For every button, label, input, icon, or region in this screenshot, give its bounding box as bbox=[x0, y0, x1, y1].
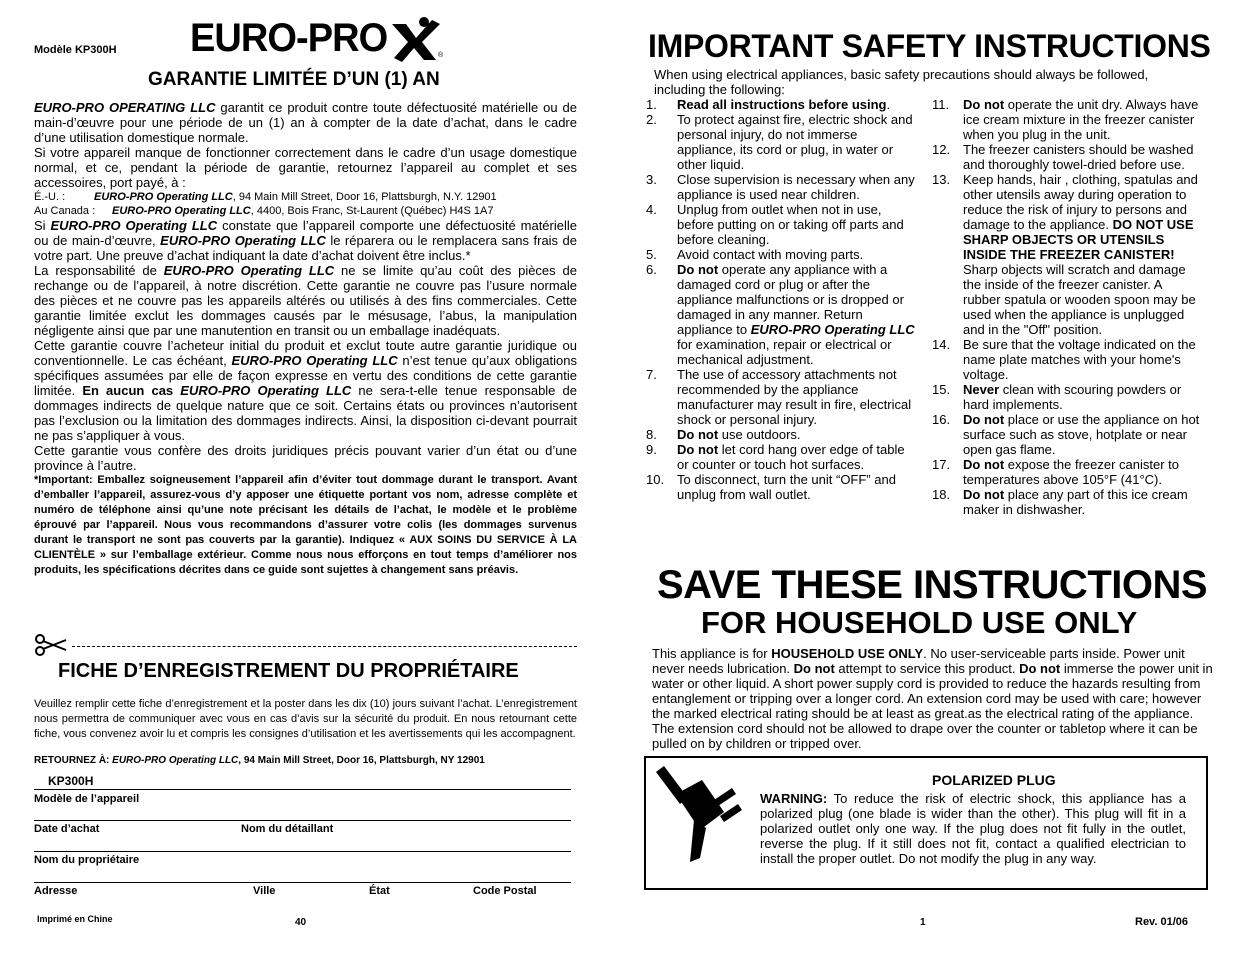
item-number: 7. bbox=[646, 367, 657, 382]
form-city-label: Ville bbox=[253, 885, 276, 897]
list-item bbox=[646, 112, 916, 172]
list-item bbox=[932, 412, 1200, 457]
form-date-label: Date d’achat bbox=[34, 823, 100, 835]
brand-x-figure-icon bbox=[388, 14, 444, 64]
list-item bbox=[932, 337, 1200, 382]
item-text: The freezer canisters should be washed and thoroughly towel-dried before use. bbox=[963, 142, 1194, 172]
household-text: This appliance is for HOUSEHOLD USE ONLY. No user-serviceable parts inside. Power unit never needs lubrication. Do not attempt to service this product. Do not immerse the power unit in water or other liquid. A short power supply cord is provided to reduce the hazards resulting from entanglement or tripping over a longer cord. An extension cord may be used with care; however the marked electrical rating should be at least as great.as the electrical rating of the appliance. The extension cord should not be allowed to drape over the counter or tabletop where it can be pulled on by children or tripped over. bbox=[652, 646, 1213, 751]
list-item bbox=[646, 262, 916, 367]
item-number: 6. bbox=[646, 262, 657, 277]
item-text: The use of accessory attachments not recommended by the appliance manufacturer may result in fire, electrical shock or personal injury. bbox=[677, 367, 912, 427]
warranty-p4: La responsabilité de EURO-PRO Operating LLC ne se limite qu’au coût des pièces de rechange ou de l’appareil, à notre discrétion. Cette garantie ne couvre pas l’usure normale des pièces et ne couvre pas les appareils altérés ou utilisés à des fins commerciales. Cette garantie limitée exclut les dommages causés par le mésusage, l’abus, la manipulation négligente ainsi que par une manutention en transit ou un emballage inadéquats. bbox=[34, 263, 577, 338]
cut-line bbox=[72, 646, 577, 647]
item-text: use outdoors. bbox=[718, 427, 801, 442]
item-number: 16. bbox=[932, 412, 951, 427]
safety-intro: When using electrical appliances, basic safety precautions should always be followed, including the following: bbox=[654, 67, 1149, 97]
item-emphasis: Do not bbox=[677, 262, 719, 277]
item-text: expose the freezer canister to temperatures above 105°F (41°C). bbox=[963, 457, 1180, 487]
item-emphasis: Do not bbox=[963, 487, 1005, 502]
item-text: Be sure that the voltage indicated on the name plate matches with your home's voltage. bbox=[963, 337, 1196, 382]
form-line bbox=[34, 789, 571, 790]
item-emphasis: Do not bbox=[677, 427, 719, 442]
item-text: let cord hang over edge of table or counter or touch hot surfaces. bbox=[677, 442, 905, 472]
item-emphasis: Do not bbox=[963, 457, 1005, 472]
form-postal-label: Code Postal bbox=[473, 885, 537, 897]
item-number: 10. bbox=[646, 472, 665, 487]
list-item bbox=[646, 427, 916, 442]
item-number: 5. bbox=[646, 247, 657, 262]
list-item bbox=[646, 97, 916, 112]
list-item bbox=[646, 442, 916, 472]
list-item bbox=[646, 172, 916, 202]
list-item bbox=[932, 97, 1200, 142]
warranty-p2: Si votre appareil manque de fonctionner correctement dans le cadre d’un usage domestique normal, et ce, pendant la période de garantie, retournez l’appareil au complet et ses accessoires, port payé, à : bbox=[34, 145, 577, 190]
safety-list-col2 bbox=[932, 97, 1200, 517]
safety-list-col1 bbox=[646, 97, 916, 502]
form-line bbox=[34, 820, 571, 821]
warranty-p3: Si EURO-PRO Operating LLC constate que l’appareil comporte une défectuosité matérielle ou de main-d’œuvre, EURO-PRO Operating LLC le réparera ou le remplacera sans frais de votre part. Une preuve d’achat indiquant la date d’achat doivent être inclus.* bbox=[34, 218, 577, 263]
item-text: place or use the appliance on hot surface such as stove, hotplate or near open gas flame. bbox=[963, 412, 1200, 457]
save-title: SAVE THESE INSTRUCTIONS bbox=[657, 563, 1208, 607]
item-number: 2. bbox=[646, 112, 657, 127]
item-number: 12. bbox=[932, 142, 951, 157]
scissors-icon bbox=[34, 634, 68, 661]
item-text: Close supervision is necessary when any appliance is used near children. bbox=[677, 172, 915, 202]
form-model-value: KP300H bbox=[48, 774, 94, 788]
safety-title: IMPORTANT SAFETY INSTRUCTIONS bbox=[648, 28, 1211, 64]
item-text: operate any appliance with a damaged cord or plug or after the appliance malfunctions or is dropped or damaged in any manner. Return appliance to bbox=[677, 262, 904, 337]
item-text: clean with scouring powders or hard implements. bbox=[963, 382, 1182, 412]
plug-title: POLARIZED PLUG bbox=[932, 772, 1056, 788]
warranty-p5: Cette garantie couvre l’acheteur initial du produit et exclut toute autre garantie juridique ou conventionnelle. Le cas échéant, EURO-PRO Operating LLC n’est tenue qu’aux obligations spécifiques assumées par elle de façon expresse en vertu des conditions de cette garantie limitée. En aucun cas EURO-PRO Operating LLC ne sera-t-elle tenue responsable de dommages indirects de quelque nature que ce soit. Certains états ou provinces n’autorisent pas l’exclusion ou la limitation des dommages indirects. Ainsi, la disposition ci-devant pourrait ne pas s’appliquer à vous. bbox=[34, 338, 577, 443]
form-owner-label: Nom du propriétaire bbox=[34, 854, 140, 866]
item-number: 13. bbox=[932, 172, 951, 187]
item-emphasis: Never bbox=[963, 382, 1000, 397]
warranty-body bbox=[34, 100, 577, 578]
list-item bbox=[932, 382, 1200, 412]
list-item bbox=[646, 202, 916, 247]
item-emphasis: Read all instructions before using bbox=[677, 97, 887, 112]
form-line bbox=[34, 851, 571, 852]
item-emphasis: Do not bbox=[677, 442, 719, 457]
item-number: 14. bbox=[932, 337, 951, 352]
item-number: 17. bbox=[932, 457, 951, 472]
warranty-p6: Cette garantie vous confère des droits juridiques précis pouvant varier d’un état ou d’une province à l’autre. bbox=[34, 443, 577, 473]
item-text: . bbox=[886, 97, 891, 112]
company-name: EURO-PRO OPERATING LLC bbox=[34, 100, 216, 115]
item-number: 11. bbox=[932, 97, 950, 112]
polarized-plug-box bbox=[644, 756, 1208, 890]
warranty-p1: garantit ce produit contre toute défectuosité matérielle ou de main-d’œuvre pour une période de un (1) an à compter de la date d’achat, dans le cadre d’une utilisation domestique normale. bbox=[34, 100, 577, 145]
registration-title: FICHE D’ENREGISTREMENT DU PROPRIÉTAIRE bbox=[58, 660, 519, 682]
item-text: operate the unit dry. Always have ice cream mixture in the freezer canister when you plug in the unit. bbox=[963, 97, 1199, 142]
item-emphasis: Do not bbox=[963, 97, 1005, 112]
item-text-cont: for examination, repair or electrical or mechanical adjustment. bbox=[677, 337, 892, 367]
euro-pro-logo bbox=[190, 14, 450, 66]
item-company: EURO-PRO Operating LLC bbox=[750, 322, 915, 337]
list-item bbox=[932, 142, 1200, 172]
item-number: 15. bbox=[932, 382, 951, 397]
item-text: To protect against fire, electric shock and personal injury, do not immerse appliance, its cord or plug, in water or other liquid. bbox=[677, 112, 913, 172]
form-line bbox=[34, 882, 571, 883]
form-state-label: État bbox=[369, 885, 390, 897]
revision-label: Rev. 01/06 bbox=[1135, 916, 1189, 928]
printed-in-label: Imprimé en Chine bbox=[37, 914, 113, 924]
us-address: É.-U. : EURO-PRO Operating LLC, 94 Main Mill Street, Door 16, Plattsburgh, N.Y. 12901 bbox=[34, 191, 497, 203]
polarized-plug-icon bbox=[654, 764, 746, 868]
brand-wordmark: EURO-PRO bbox=[190, 16, 388, 60]
form-model-label: Modèle de l’appareil bbox=[34, 793, 140, 805]
list-item bbox=[932, 487, 1200, 517]
list-item bbox=[646, 367, 916, 427]
item-emphasis: Do not bbox=[963, 412, 1005, 427]
form-address-label: Adresse bbox=[34, 885, 78, 897]
list-item bbox=[932, 457, 1200, 487]
item-number: 4. bbox=[646, 202, 657, 217]
page-number-left: 40 bbox=[295, 917, 307, 928]
registration-text: Veuillez remplir cette fiche d’enregistrement et la poster dans les dix (10) jours suivant l’achat. L’enregistrement nous permettra de communiquer avec vous en cas d’avis sur la sécurité du produit. En nous retournant cette fiche, vous convenez avoir lu et compris les consignes d’utilisation et les avertissements qui les accompagnent. bbox=[34, 698, 577, 740]
item-number: 1. bbox=[646, 97, 657, 112]
item-text: To disconnect, turn the unit “OFF” and unplug from wall outlet. bbox=[677, 472, 896, 502]
item-text: place any part of this ice cream maker in dishwasher. bbox=[963, 487, 1188, 517]
list-item bbox=[646, 247, 916, 262]
page-number-right: 1 bbox=[920, 917, 926, 928]
item-number: 18. bbox=[932, 487, 951, 502]
item-text: Keep hands, hair , clothing, spatulas and other utensils away during operation to reduce the risk of injury to persons and damage to the appliance. bbox=[963, 172, 1198, 232]
item-number: 3. bbox=[646, 172, 657, 187]
item-text: Unplug from outlet when not in use, before putting on or taking off parts and before cleaning. bbox=[677, 202, 904, 247]
plug-warning: WARNING: To reduce the risk of electric shock, this appliance has a polarized plug (one blade is wider than the other). This plug will fit in a polarized outlet only one way. If the plug does not fit fully in the outlet, reverse the plug. If it still does not fit, contact a qualified electrician to install the proper outlet. Do not modify the plug in any way. bbox=[760, 791, 1186, 866]
important-note: *Important: Emballez soigneusement l’appareil afin d’éviter tout dommage durant le transport. Avant d’emballer l’appareil, assurez-vous d’y apposer une étiquette portant vos nom, adresse complète et numéro de téléphone ainsi qu’une note précisant les détails de l’achat, le modèle et le problème éprouvé par l’appareil. Nous vous recommandons d’assurer votre colis (les dommages survenus durant le transport ne sont pas couverts par la garantie). Indiquez « AUX SOINS DU SERVICE À LA CLIENTÈLE » sur l’emballage extérieur. Comme nous nous efforçons en tout temps d’améliorer nos produits, les spécifications décrites dans ce guide sont sujettes à changement sans préavis. bbox=[34, 474, 577, 576]
list-item bbox=[932, 172, 1200, 337]
item-text-cont: Sharp objects will scratch and damage the inside of the freezer canister. A rubber spatula or wooden spoon may be used when the appliance is unplugged and in the "Off" position. bbox=[963, 262, 1196, 337]
form-dealer-label: Nom du détaillant bbox=[241, 823, 334, 835]
household-title: FOR HOUSEHOLD USE ONLY bbox=[701, 605, 1138, 640]
warranty-title: GARANTIE LIMITÉE D’UN (1) AN bbox=[148, 69, 440, 90]
registered-icon: ® bbox=[438, 52, 444, 59]
return-address: RETOURNEZ À: EURO-PRO Operating LLC, 94 Main Mill Street, Door 16, Plattsburgh, NY 12901 bbox=[34, 755, 485, 766]
ca-address: Au Canada : EURO-PRO Operating LLC, 4400, Bois Franc, St-Laurent (Québec) H4S 1A7 bbox=[34, 205, 494, 217]
item-warning: DO NOT USE SHARP OBJECTS OR UTENSILS INSIDE THE FREEZER CANISTER! bbox=[963, 217, 1194, 262]
item-number: 8. bbox=[646, 427, 657, 442]
model-header: Modèle KP300H bbox=[34, 44, 117, 56]
list-item bbox=[646, 472, 916, 502]
item-number: 9. bbox=[646, 442, 657, 457]
item-text: Avoid contact with moving parts. bbox=[677, 247, 864, 262]
